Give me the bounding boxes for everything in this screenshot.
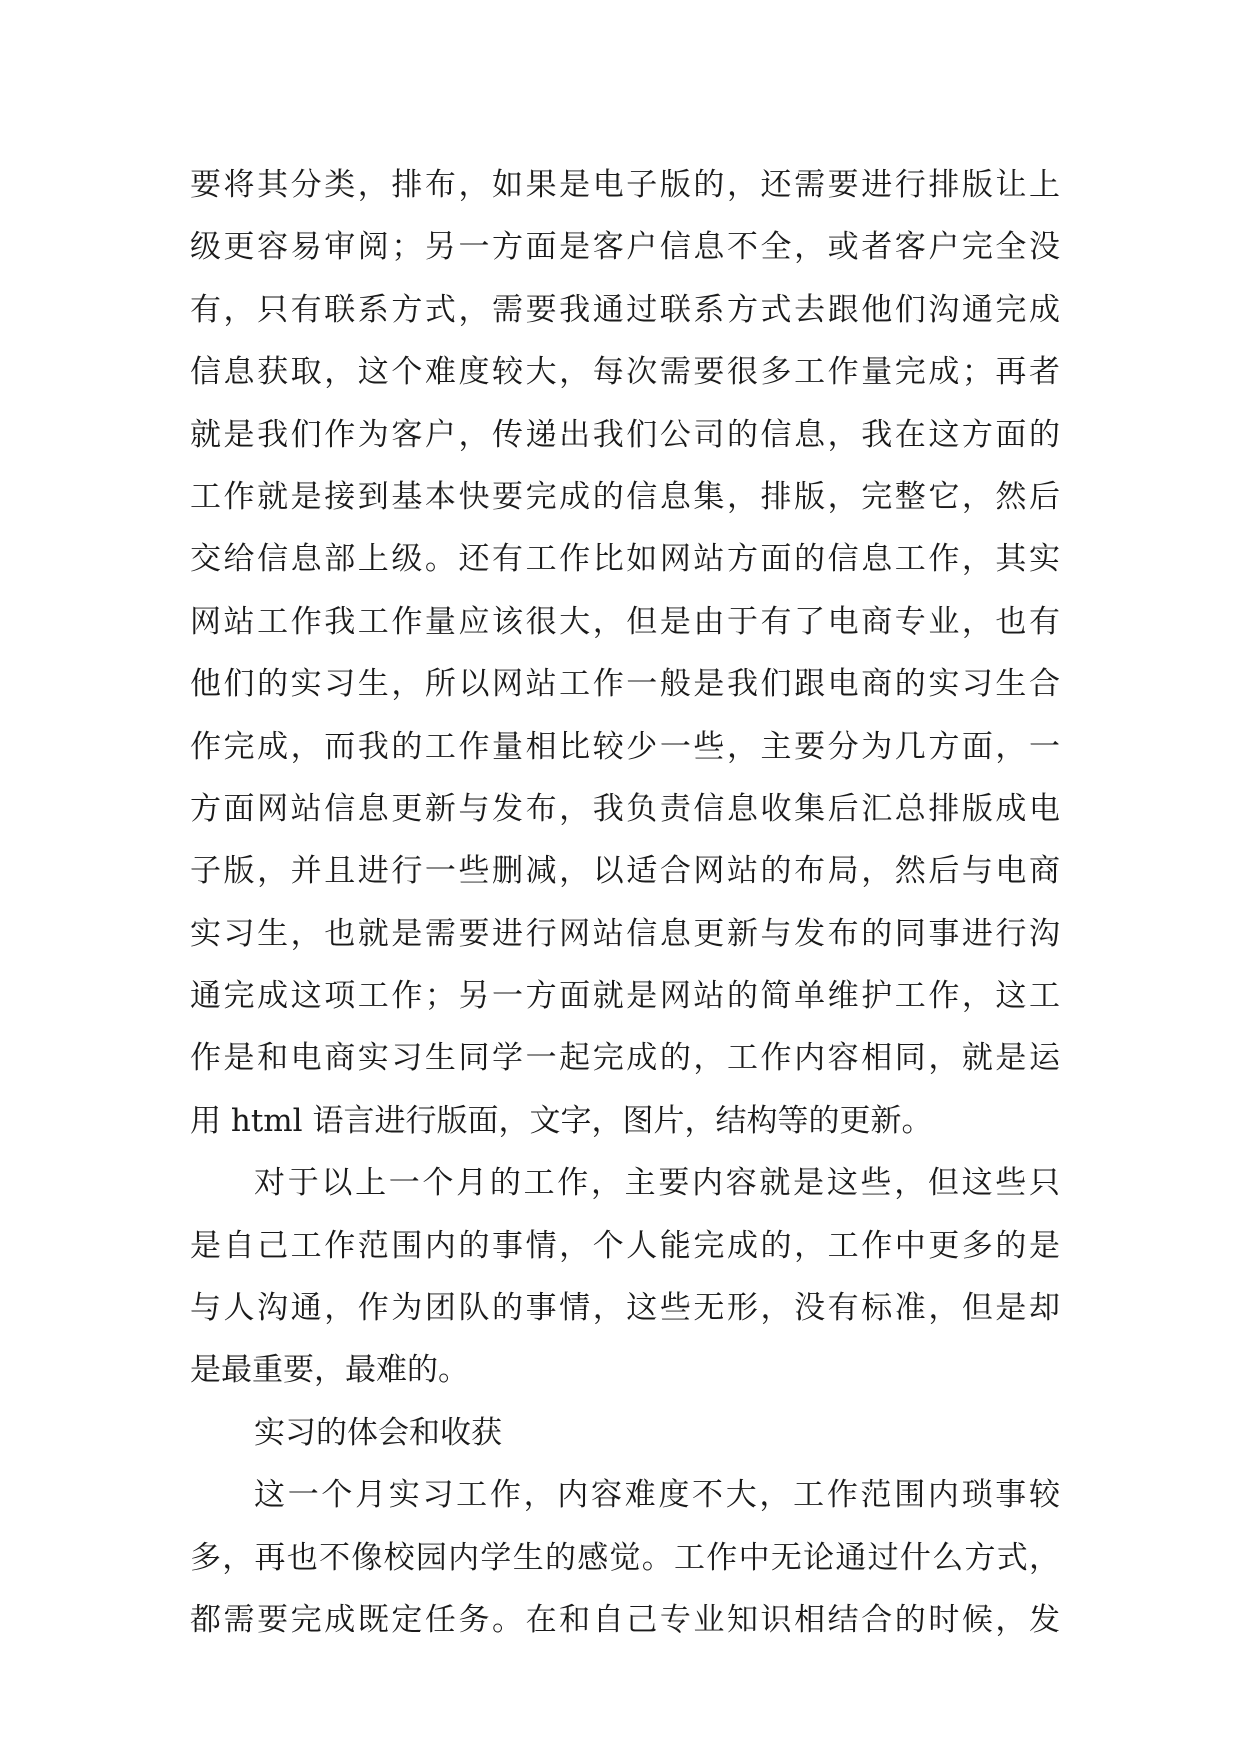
text-line: 网站工作我工作量应该很大，但是由于有了电商专业，也有 xyxy=(190,603,1060,640)
text-line: 是最重要，最难的。 xyxy=(190,1352,469,1389)
text-line: 都需要完成既定任务。在和自己专业知识相结合的时候，发 xyxy=(190,1601,1060,1638)
text-line: 多，再也不像校园内学生的感觉。工作中无论通过什么方式， xyxy=(190,1539,1060,1576)
text-line: 就是我们作为客户，传递出我们公司的信息，我在这方面的 xyxy=(190,416,1060,453)
text-line: 要将其分类，排布，如果是电子版的，还需要进行排版让上 xyxy=(190,167,1060,203)
text-line: 与人沟通，作为团队的事情，这些无形，没有标准，但是却 xyxy=(190,1290,1060,1327)
text-line: 子版，并且进行一些删减，以适合网站的布局，然后与电商 xyxy=(190,853,1060,890)
text-line: 用 html 语言进行版面，文字，图片，结构等的更新。 xyxy=(190,1102,933,1139)
text-line: 交给信息部上级。还有工作比如网站方面的信息工作，其实 xyxy=(190,541,1060,578)
text-line: 级更容易审阅；另一方面是客户信息不全，或者客户完全没 xyxy=(190,229,1060,266)
text-line: 信息获取，这个难度较大，每次需要很多工作量完成；再者 xyxy=(190,354,1060,391)
text-line: 方面网站信息更新与发布，我负责信息收集后汇总排版成电 xyxy=(190,790,1060,827)
paragraph-first-line: 这一个月实习工作，内容难度不大，工作范围内琐事较 xyxy=(254,1477,1060,1514)
text-line: 是自己工作范围内的事情，个人能完成的，工作中更多的是 xyxy=(190,1227,1060,1264)
text-line: 作是和电商实习生同学一起完成的，工作内容相同，就是运 xyxy=(190,1040,1060,1077)
paragraph-first-line: 对于以上一个月的工作，主要内容就是这些，但这些只 xyxy=(254,1165,1060,1202)
text-line: 他们的实习生，所以网站工作一般是我们跟电商的实习生合 xyxy=(190,666,1060,703)
text-line: 作完成，而我的工作量相比较少一些，主要分为几方面，一 xyxy=(190,728,1060,765)
section-heading: 实习的体会和收获 xyxy=(254,1414,502,1451)
text-line: 实习生，也就是需要进行网站信息更新与发布的同事进行沟 xyxy=(190,915,1060,952)
text-line: 有，只有联系方式，需要我通过联系方式去跟他们沟通完成 xyxy=(190,291,1060,328)
document-body xyxy=(190,154,1060,1651)
text-line: 工作就是接到基本快要完成的信息集，排版，完整它，然后 xyxy=(190,478,1060,515)
text-line: 通完成这项工作；另一方面就是网站的简单维护工作，这工 xyxy=(190,978,1060,1015)
